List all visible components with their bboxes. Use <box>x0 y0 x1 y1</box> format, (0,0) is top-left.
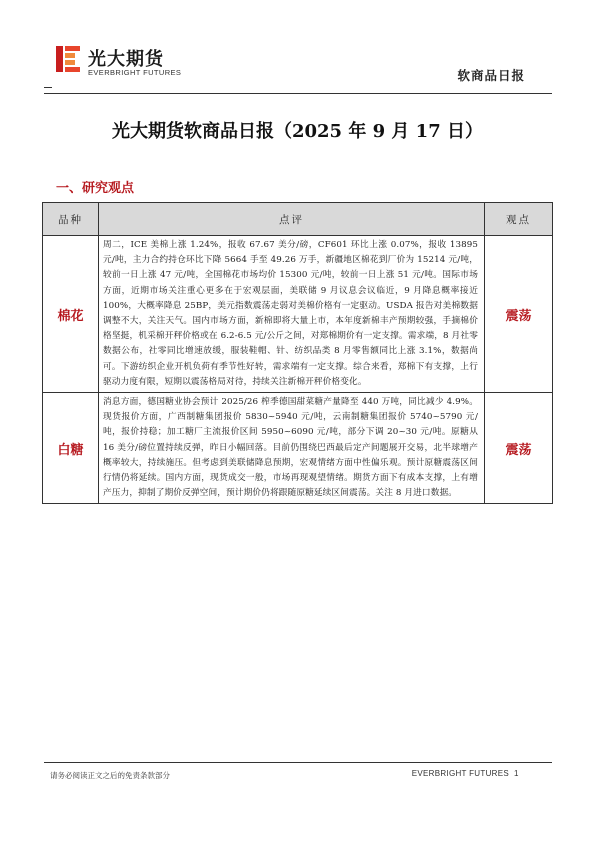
variety-cell: 白糖 <box>43 393 99 504</box>
header-variety: 品种 <box>43 203 99 236</box>
variety-cell: 棉花 <box>43 236 99 393</box>
footer-disclaimer: 请务必阅读正文之后的免责条款部分 <box>50 771 170 780</box>
comment-cell: 消息方面，德国糖业协会预计 2025/26 榨季德国甜菜糖产量降至 440 万吨，同比减少 4.9%。现货报价方面，广西制糖集团报价 5830~5940 元/吨，云南制糖集团报价 5740~5790 元/吨，报价持稳；加工糖厂主流报价区间 5950~6090 元/吨，部分下调 20~30 元/吨。原糖从 16 美分/磅位置持续反弹，昨日小幅回落。目前仍围绕巴西最后定产间题展开交易，北半球增产概率较大，持续施压。但考虑到美联储降息预期，宏观情绪方面中性偏乐观。预计原糖震荡区间行情仍将延续。国内方面，现货成交一般，市场再现观望情绪。期货方面下有成本支撑，上有增产压力，抑制了期价反弹空间，预计期价仍将跟随原糖延续区间震荡。关注 8 月进口数据。 <box>99 393 485 504</box>
research-view-table <box>42 202 553 504</box>
everbright-logo-icon <box>56 46 80 72</box>
page-number: 1 <box>514 769 519 778</box>
header-view: 观点 <box>485 203 553 236</box>
section-heading: 一、研究观点 <box>56 181 135 196</box>
header-comment: 点评 <box>99 203 485 236</box>
footer-brand: EVERBRIGHT FUTURES <box>411 769 509 778</box>
report-type-label: 软商品日报 <box>457 68 525 83</box>
view-cell: 震荡 <box>485 236 553 393</box>
footer-divider <box>44 762 552 763</box>
document-title: 光大期货软商品日报（2025 年 9 月 17 日） <box>111 121 483 142</box>
brand-name-cn: 光大期货 <box>88 49 164 70</box>
header-divider <box>44 93 552 94</box>
table-header-row <box>43 203 553 236</box>
table-row <box>43 236 553 393</box>
page-header <box>0 0 595 96</box>
view-cell: 震荡 <box>485 393 553 504</box>
brand-name-en: EVERBRIGHT FUTURES <box>88 68 182 77</box>
table-row <box>43 393 553 504</box>
header-tick <box>44 87 52 88</box>
comment-cell: 周二，ICE 美棉上涨 1.24%，报收 67.67 美分/磅，CF601 环比上涨 0.07%，报收 13895 元/吨，主力合约持仓环比下降 5664 手至 49.26 万手，新疆地区棉花到厂价为 15214 元/吨，较前一日上涨 47 元/吨，全国棉花市场均价 15300 元/吨，较前一日上涨 51 元/吨。国际市场方面，近期市场关注重心更多在于宏观层面，美联储 9 月议息会议临近，9 月降息概率接近 100%，大概率降息 25BP，美元指数震荡走弱对美棉价格有一定驱动。USDA 报告对美棉数据调整不大，关注天气。国内市场方面，新棉即将大量上市，本年度新棉丰产预期较强，手摘棉价格坚挺，机采棉开秤价格或在 6.2-6.5 元/公斤之间，对郑棉期价有一定支撑。需求端，8 月社零数据公布，社零同比增速放缓，服装鞋帽、针、纺织品类 8 月零售额同比上涨 3.1%，数据尚可。下游纺织企业开机负荷有季节性好转，需求端有一定支撑。综合来看，郑棉下有支撑，上行驱动力度有限，短期以震荡格局对待，持续关注新棉开秤价格变化。 <box>99 236 485 393</box>
